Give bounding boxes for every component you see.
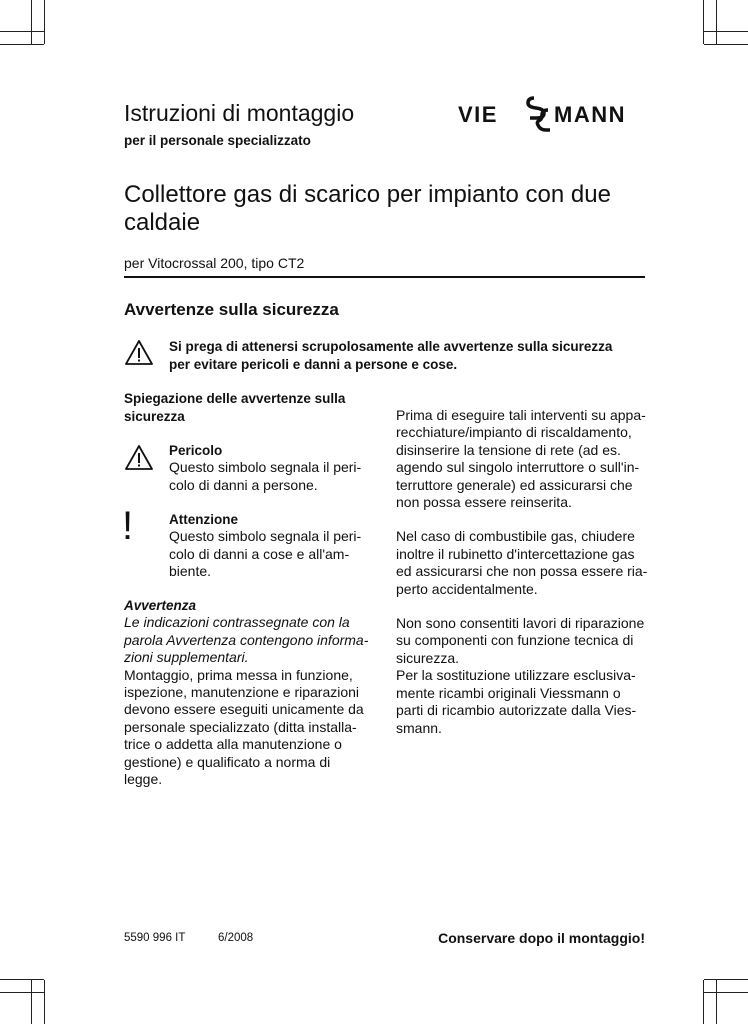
attention-line-3: biente. — [169, 563, 212, 580]
title-line-2: caldaie — [124, 209, 201, 236]
text-line: perto accidentalmente. — [396, 580, 538, 597]
danger-title: Pericolo — [169, 443, 223, 458]
title-divider — [124, 276, 645, 278]
note-block — [124, 597, 384, 788]
safety-intro-line-2: per evitare pericoli e danni a persone e cose. — [169, 357, 458, 372]
body-line: devono essere eseguiti unicamente da — [124, 701, 364, 718]
crop-mark-bottom-left-h2 — [0, 979, 44, 980]
crop-mark-bottom-right-h2 — [704, 979, 748, 980]
crop-mark-bottom-left-h — [0, 992, 44, 993]
body-line: Montaggio, prima messa in funzione, — [124, 666, 353, 683]
crop-mark-top-right-v2 — [703, 0, 704, 44]
text-line: terruttore generale) ed assicurarsi che — [396, 476, 633, 493]
crop-mark-bottom-right-v2 — [703, 980, 704, 1024]
text-line: sicurezza. — [396, 649, 460, 666]
right-para-2 — [396, 528, 656, 598]
danger-line-1: Questo simbolo segnala il peri- — [169, 459, 362, 476]
viessmann-logo — [458, 92, 646, 136]
document-title — [124, 181, 644, 237]
right-para-1 — [396, 407, 656, 511]
warning-triangle-icon — [124, 339, 154, 366]
document-type: Istruzioni di montaggio — [124, 100, 355, 126]
body-line: trice o addetta alla manutenzione o — [124, 736, 342, 753]
crop-mark-bottom-right-h — [704, 992, 748, 993]
body-line: personale specializzato (ditta installa- — [124, 718, 357, 735]
explanation-heading-line-1: Spiegazione delle avvertenze sulla — [124, 391, 346, 406]
safety-heading: Avvertenze sulla sicurezza — [124, 300, 339, 319]
crop-mark-top-left-v — [31, 0, 32, 44]
title-line-1: Collettore gas di scarico per impianto con due — [124, 181, 611, 208]
right-column — [396, 407, 656, 737]
document-date: 6/2008 — [218, 932, 254, 944]
svg-text:VIE: VIE — [458, 102, 498, 127]
crop-mark-top-left-v2 — [44, 0, 45, 44]
note-line-2: parola Avvertenza contengono informa- — [124, 631, 369, 648]
text-line: parti di ricambio autorizzate dalla Vies- — [396, 702, 637, 719]
body-line: legge. — [124, 771, 163, 788]
audience-label: per il personale specializzato — [124, 133, 311, 148]
note-line-3: zioni supplementari. — [124, 649, 249, 666]
body-line: gestione) e qualificato a norma di — [124, 753, 331, 770]
document-number: 5590 996 IT — [124, 932, 186, 944]
text-line: disinserire la tensione di rete (ad es. — [396, 441, 621, 458]
text-line: Prima di eseguire tali interventi su appa- — [396, 407, 646, 423]
text-line: mente ricambi originali Viessmann o — [396, 684, 621, 701]
crop-mark-top-right-h2 — [704, 44, 748, 45]
text-line: non possa essere reinserita. — [396, 494, 572, 511]
text-line: Per la sostituzione utilizzare esclusiva- — [396, 667, 636, 684]
attention-line-2: colo di danni a cose e all'am- — [169, 545, 350, 562]
text-line: recchiature/impianto di riscaldamento, — [396, 424, 632, 441]
text-line: ed assicurarsi che non possa essere ria- — [396, 563, 648, 580]
attention-block — [169, 511, 379, 581]
crop-mark-top-right-h — [704, 31, 748, 32]
text-line: agendo sul singolo interruttore o sull'in- — [396, 459, 640, 476]
text-line: Non sono consentiti lavori di riparazione — [396, 615, 645, 632]
note-title: Avvertenza — [124, 598, 197, 613]
danger-warning-icon — [124, 444, 154, 471]
note-line-1: Le indicazioni contrassegnate con la — [124, 614, 350, 631]
safety-intro — [169, 338, 649, 374]
safety-intro-line-1: Si prega di attenersi scrupolosamente alle avvertenze sulla sicurezza — [169, 339, 613, 354]
crop-mark-top-left-h2 — [0, 44, 44, 45]
exclamation-icon: ! — [122, 504, 134, 548]
keep-after-install-note: Conservare dopo il montaggio! — [438, 930, 645, 946]
body-line: ispezione, manutenzione e riparazioni — [124, 684, 360, 701]
svg-text:MANN: MANN — [554, 102, 626, 127]
explanation-heading — [124, 390, 374, 425]
text-line: inoltre il rubinetto d'intercettazione gas — [396, 545, 635, 562]
crop-mark-top-left-h — [0, 31, 44, 32]
danger-block — [169, 442, 379, 494]
text-line: Nel caso di combustibile gas, chiudere — [396, 528, 635, 545]
danger-line-2: colo di danni a persone. — [169, 476, 318, 493]
right-para-3 — [396, 615, 656, 737]
crop-mark-bottom-left-v — [31, 980, 32, 1024]
crop-mark-bottom-left-v2 — [44, 980, 45, 1024]
attention-title: Attenzione — [169, 512, 238, 527]
explanation-heading-line-2: sicurezza — [124, 408, 185, 424]
text-line: su componenti con funzione tecnica di — [396, 632, 634, 649]
attention-line-1: Questo simbolo segnala il peri- — [169, 528, 362, 545]
crop-mark-top-right-v — [716, 0, 717, 44]
crop-mark-bottom-right-v — [716, 980, 717, 1024]
text-line: smann. — [396, 719, 442, 736]
document-subtitle: per Vitocrossal 200, tipo CT2 — [124, 255, 305, 271]
